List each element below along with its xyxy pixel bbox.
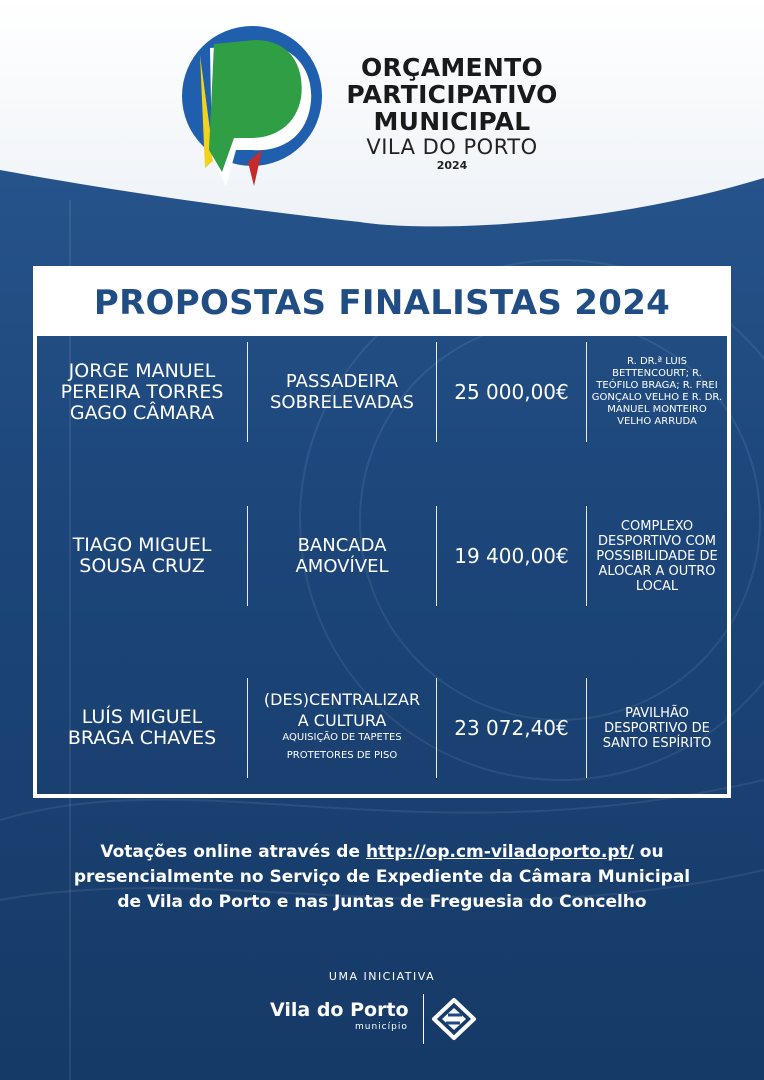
row-1-location-line-6: VELHO ARRUDA: [617, 416, 697, 427]
row-1-proposal-line-2: SOBRELEVADAS: [270, 392, 414, 413]
header-year: 2024: [436, 159, 468, 172]
municipality-sub: município: [355, 1022, 408, 1032]
row-3-location-line-2: DESPORTIVO DE: [604, 720, 710, 736]
voting-info-line-2: presencialmente no Serviço de Expediente da Câmara Municipal: [73, 867, 691, 887]
row-3-name-line-1: LUÍS MIGUEL: [81, 706, 203, 728]
row-2-location: [587, 506, 727, 606]
row-3-location: [587, 678, 727, 778]
row-1-value: [437, 342, 586, 442]
row-1-location-line-4: GONÇALO VELHO E R. DR.: [591, 392, 723, 403]
row-3-proposal-detail-2: PROTETORES DE PISO: [286, 750, 398, 761]
row-1-value-text: 25 000,00€: [454, 380, 569, 404]
row-1-location-line-1: R. DR.ª LUIS: [627, 356, 687, 367]
row-2-name: [37, 506, 247, 606]
row-2-location-line-4: ALOCAR A OUTRO: [598, 563, 716, 579]
row-1-proposal-line-1: PASSADEIRA: [285, 371, 399, 392]
brand-separator: [423, 994, 424, 1044]
header-title-line-3: MUNICIPAL: [373, 107, 531, 136]
voting-info-line-1: [20, 840, 744, 865]
row-3-name-line-2: BRAGA CHAVES: [67, 727, 217, 749]
voting-info: [20, 840, 744, 915]
row-2-value-text: 19 400,00€: [454, 544, 569, 568]
row-2-location-line-5: LOCAL: [635, 578, 679, 594]
row-3-location-line-3: SANTO ESPÍRITO: [602, 735, 712, 751]
row-3-value-text: 23 072,40€: [454, 716, 569, 740]
voting-link[interactable]: http://op.cm-viladoporto.pt/: [365, 842, 634, 862]
row-1-location-line-2: BETTENCOURT; R.: [612, 368, 702, 379]
row-2-name-line-1: TIAGO MIGUEL: [72, 534, 212, 556]
voting-info-suffix: ou: [633, 842, 664, 862]
row-1-name-line-1: JORGE MANUEL: [68, 359, 216, 382]
row-3-location-line-1: PAVILHÃO: [625, 705, 689, 721]
row-1-proposal: [248, 342, 436, 442]
row-1-location-line-5: MANUEL MONTEIRO: [607, 404, 707, 415]
row-3-name: [37, 678, 247, 778]
voting-info-line-3: de Vila do Porto e nas Juntas de Freguesia do Concelho: [117, 892, 647, 912]
header-title-block: [322, 54, 582, 173]
row-2-value: [437, 506, 586, 606]
municipality-name: Vila do Porto: [270, 999, 409, 1021]
header-subtitle: VILA DO PORTO: [366, 135, 538, 159]
header-title-line-2: PARTICIPATIVO: [346, 80, 558, 109]
row-1-name: [37, 342, 247, 442]
row-3-value: [437, 678, 586, 778]
row-2-name-line-2: SOUSA CRUZ: [79, 555, 205, 577]
panel-header: [37, 270, 727, 336]
row-1-name-line-2: PEREIRA TORRES: [60, 380, 224, 403]
row-3-proposal-line-2: A CULTURA: [297, 711, 387, 730]
municipality-logo-icon: [428, 994, 480, 1044]
row-1-name-line-3: GAGO CÂMARA: [69, 401, 215, 424]
row-2-location-line-1: COMPLEXO: [620, 518, 694, 534]
row-2-proposal: [248, 506, 436, 606]
row-3-proposal: [248, 678, 436, 778]
initiative-label: UMA INICIATIVA: [328, 970, 436, 983]
row-2-proposal-line-1: BANCADA: [297, 535, 387, 556]
panel-title: PROPOSTAS FINALISTAS 2024: [93, 283, 671, 323]
row-2-location-line-3: POSSIBILIDADE DE: [596, 548, 718, 564]
row-2-proposal-line-2: AMOVÍVEL: [295, 556, 389, 577]
voting-info-prefix: Votações online através de: [100, 842, 366, 862]
row-2-location-line-2: DESPORTIVO COM: [598, 533, 716, 549]
row-3-proposal-line-1: (DES)CENTRALIZAR: [263, 690, 421, 709]
row-1-location: [587, 342, 727, 442]
row-3-proposal-detail-1: AQUISIÇÃO DE TAPETES: [282, 732, 402, 743]
finalists-panel: [33, 266, 731, 798]
row-1-location-line-3: TEÓFILO BRAGA; R. FREI: [596, 380, 718, 391]
header-title-line-1: ORÇAMENTO: [360, 53, 544, 82]
